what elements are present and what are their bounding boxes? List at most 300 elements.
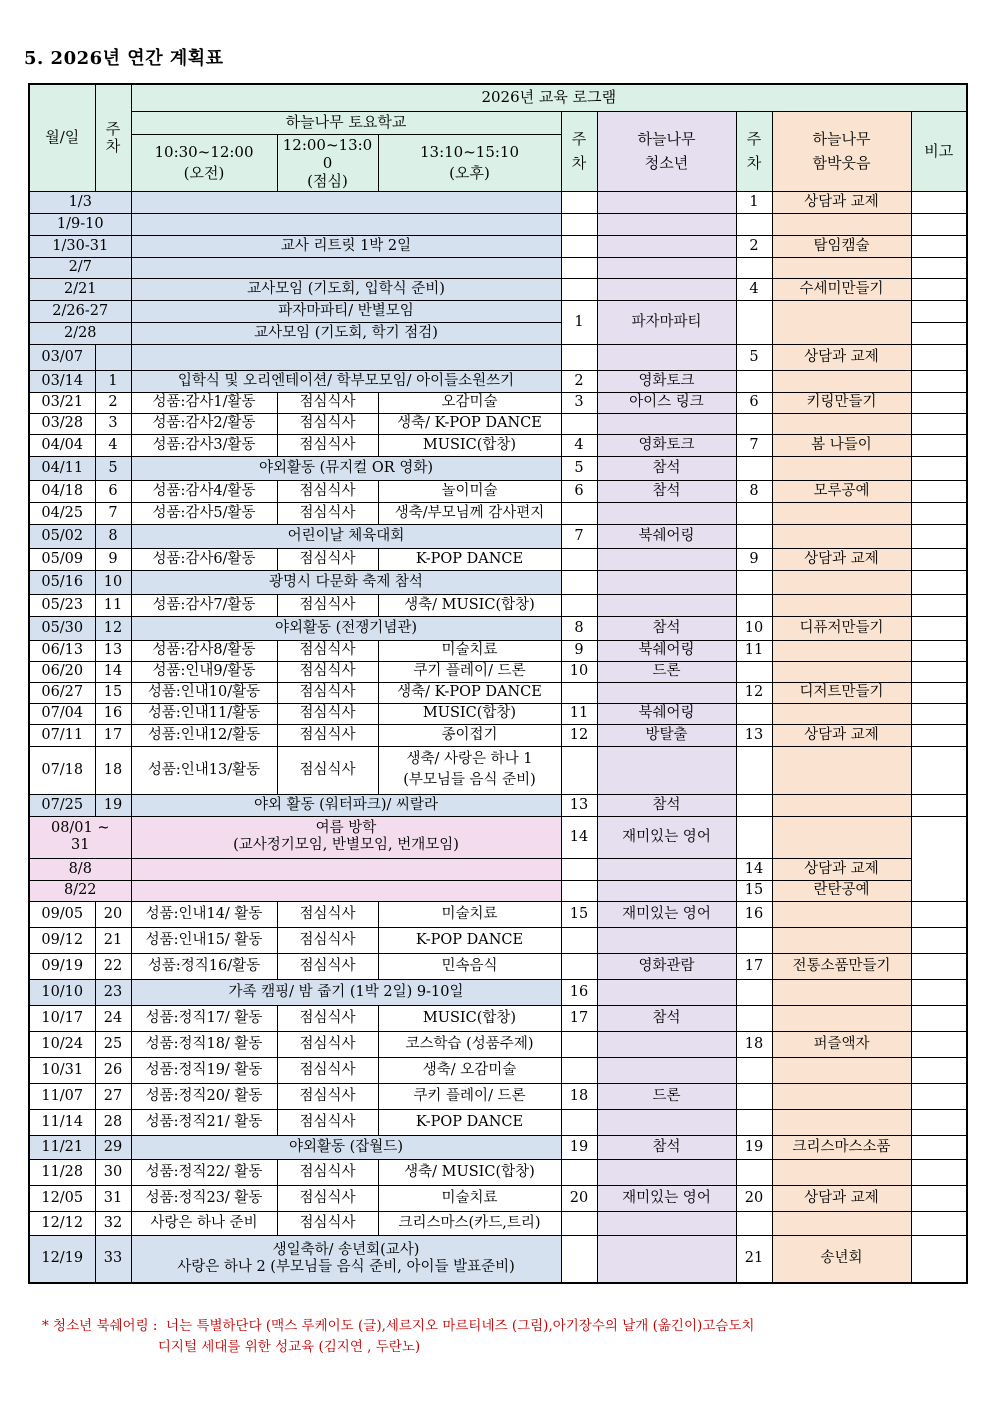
table-row: [29, 979, 967, 1005]
date-cell: 06/20: [29, 661, 95, 682]
note-cell: [911, 979, 967, 1005]
table-row: [29, 213, 967, 235]
afternoon-cell: 코스학습 (성품주제): [378, 1031, 561, 1057]
family-week-cell: 21: [736, 1235, 772, 1283]
note-cell: [911, 1185, 967, 1211]
note-cell: [911, 413, 967, 434]
lunch-cell: 점심식사: [277, 724, 378, 746]
lunch-cell: 점심식사: [277, 640, 378, 661]
youth-cell: 참석: [597, 1135, 736, 1159]
activity-cell: 성품:인내11/활동: [131, 703, 277, 724]
youth-week-cell: 12: [561, 724, 597, 746]
note-cell: [911, 1211, 967, 1235]
youth-cell: [597, 191, 736, 213]
week-cell: 6: [95, 480, 131, 502]
date-cell: 03/28: [29, 413, 95, 434]
note-cell: [911, 370, 967, 392]
date-cell: 10/17: [29, 1005, 95, 1031]
afternoon-cell: K-POP DANCE: [378, 927, 561, 953]
family-week-cell: [736, 1005, 772, 1031]
family-cell: [772, 901, 911, 927]
week-cell: 23: [95, 979, 131, 1005]
family-cell: 퍼즐액자: [772, 1031, 911, 1057]
family-week-cell: [736, 456, 772, 480]
youth-week-cell: [561, 594, 597, 616]
week-cell: 26: [95, 1057, 131, 1083]
youth-cell: [597, 235, 736, 257]
family-cell: 키링만들기: [772, 392, 911, 413]
youth-cell: [597, 278, 736, 300]
date-cell: 11/21: [29, 1135, 95, 1159]
annual-plan-table: [28, 83, 968, 1284]
family-cell: 란탄공예: [772, 880, 911, 901]
youth-cell: 참석: [597, 480, 736, 502]
header-family-week: 주 차: [736, 111, 772, 191]
week-cell: 4: [95, 434, 131, 456]
activity-cell: 성품:인내9/활동: [131, 661, 277, 682]
date-cell: 07/04: [29, 703, 95, 724]
table-row: [29, 703, 967, 724]
family-week-cell: 10: [736, 616, 772, 640]
table-row: [29, 794, 967, 816]
activity-cell: 성품:감사3/활동: [131, 434, 277, 456]
afternoon-cell: 생축/ K-POP DANCE: [378, 413, 561, 434]
week-cell: 30: [95, 1159, 131, 1185]
note-cell: [911, 1031, 967, 1057]
family-cell: [772, 1005, 911, 1031]
family-cell: 상담과 교제: [772, 344, 911, 370]
youth-week-cell: [561, 858, 597, 880]
youth-cell: 재미있는 영어: [597, 901, 736, 927]
table-row: [29, 661, 967, 682]
note-cell: [911, 1005, 967, 1031]
activity-cell: 성품:정직16/활동: [131, 953, 277, 979]
family-cell: [772, 502, 911, 524]
youth-week-cell: [561, 1057, 597, 1083]
family-cell: [772, 794, 911, 816]
afternoon-cell: 생축/부모님께 감사편지: [378, 502, 561, 524]
youth-cell: [597, 927, 736, 953]
youth-cell: [597, 257, 736, 278]
family-week-cell: 13: [736, 724, 772, 746]
afternoon-cell: 생축/ 사랑은 하나 1 (부모님들 음식 준비): [378, 746, 561, 794]
date-cell: 12/12: [29, 1211, 95, 1235]
lunch-cell: 점심식사: [277, 480, 378, 502]
youth-cell: [597, 1159, 736, 1185]
header-slot-morning: 10:30~12:00 (오전): [131, 134, 277, 191]
note-cell: [911, 661, 967, 682]
header-week-label: 주 차: [105, 119, 121, 155]
event-cell: 생일축하/ 송년회(교사) 사랑은 하나 2 (부모님들 음식 준비, 아이들 발표준비): [131, 1235, 561, 1283]
family-cell: 크리스마스소품: [772, 1135, 911, 1159]
family-cell: [772, 1109, 911, 1135]
event-cell: 입학식 및 오리엔테이션/ 학부모모임/ 아이들소원쓰기: [131, 370, 561, 392]
family-cell: 디퓨저만들기: [772, 616, 911, 640]
family-cell: 상담과 교제: [772, 191, 911, 213]
event-cell: 교사모임 (기도회, 입학식 준비): [131, 278, 561, 300]
family-cell: [772, 300, 911, 344]
family-cell: [772, 979, 911, 1005]
week-cell: 10: [95, 570, 131, 594]
date-cell: 06/27: [29, 682, 95, 703]
family-week-cell: 5: [736, 344, 772, 370]
family-week-cell: [736, 1083, 772, 1109]
youth-cell: 드론: [597, 661, 736, 682]
date-cell: 03/07: [29, 344, 95, 370]
family-cell: [772, 413, 911, 434]
family-week-cell: [736, 300, 772, 344]
lunch-cell: 점심식사: [277, 703, 378, 724]
family-week-cell: 18: [736, 1031, 772, 1057]
youth-week-cell: [561, 953, 597, 979]
family-week-cell: 2: [736, 235, 772, 257]
event-cell: 어린이날 체육대회: [131, 524, 561, 548]
header-slot-afternoon: 13:10~15:10 (오후): [378, 134, 561, 191]
afternoon-cell: 쿠키 플레이/ 드론: [378, 1083, 561, 1109]
activity-cell: 성품:인내15/ 활동: [131, 927, 277, 953]
family-cell: [772, 746, 911, 794]
note-cell: [911, 502, 967, 524]
table-row: [29, 953, 967, 979]
table-row: [29, 746, 967, 794]
date-cell: 09/12: [29, 927, 95, 953]
note-cell: [911, 794, 967, 816]
table-row: [29, 640, 967, 661]
activity-cell: 성품:감사1/활동: [131, 392, 277, 413]
week-cell: 5: [95, 456, 131, 480]
youth-cell: [597, 413, 736, 434]
afternoon-cell: K-POP DANCE: [378, 548, 561, 570]
youth-week-cell: [561, 1031, 597, 1057]
family-week-cell: [736, 1211, 772, 1235]
lunch-cell: 점심식사: [277, 1211, 378, 1235]
week-cell: 7: [95, 502, 131, 524]
week-cell: 11: [95, 594, 131, 616]
date-cell: 11/07: [29, 1083, 95, 1109]
footnote: * 청소년 북쉐어링 : 너는 특별하단다 (맥스 루케이도 (글),세르지오 마르티네즈 (그림),아기장수의 날개 (옮긴이)고슴도치 디지털 세대를 위한 성교육 (김지연 , 두란노): [42, 1318, 755, 1355]
family-week-cell: [736, 413, 772, 434]
youth-week-cell: 8: [561, 616, 597, 640]
youth-cell: 재미있는 영어: [597, 1185, 736, 1211]
date-cell: 10/10: [29, 979, 95, 1005]
family-cell: [772, 524, 911, 548]
youth-cell: 파자마파티: [597, 300, 736, 344]
youth-week-cell: 13: [561, 794, 597, 816]
family-week-cell: 8: [736, 480, 772, 502]
afternoon-cell: 쿠기 플레이/ 드론: [378, 661, 561, 682]
table-row: [29, 1211, 967, 1235]
note-cell: [911, 953, 967, 979]
table-row: [29, 570, 967, 594]
table-row: [29, 816, 967, 858]
family-week-cell: [736, 746, 772, 794]
date-cell: 04/18: [29, 480, 95, 502]
family-week-cell: [736, 794, 772, 816]
table-row: [29, 927, 967, 953]
family-cell: [772, 640, 911, 661]
youth-cell: 참석: [597, 1005, 736, 1031]
date-cell: 1/3: [29, 191, 131, 213]
family-cell: 봄 나들이: [772, 434, 911, 456]
youth-week-cell: [561, 682, 597, 703]
family-week-cell: [736, 570, 772, 594]
youth-week-cell: 7: [561, 524, 597, 548]
youth-week-cell: 19: [561, 1135, 597, 1159]
youth-cell: [597, 1235, 736, 1283]
youth-week-cell: 16: [561, 979, 597, 1005]
youth-week-cell: 10: [561, 661, 597, 682]
youth-week-cell: [561, 257, 597, 278]
date-cell: 12/05: [29, 1185, 95, 1211]
youth-cell: 영화토크: [597, 434, 736, 456]
date-cell: 11/28: [29, 1159, 95, 1185]
table-row: [29, 1109, 967, 1135]
header-slot-lunch: 12:00~13:0 0 (점심): [277, 134, 378, 191]
family-cell: [772, 257, 911, 278]
date-cell: 07/25: [29, 794, 95, 816]
note-cell: [911, 257, 967, 278]
family-cell: [772, 816, 911, 858]
week-cell: 24: [95, 1005, 131, 1031]
note-cell: [911, 235, 967, 257]
youth-week-cell: 14: [561, 816, 597, 858]
note-cell: [911, 434, 967, 456]
table-row: [29, 682, 967, 703]
lunch-cell: 점심식사: [277, 1057, 378, 1083]
lunch-cell: 점심식사: [277, 746, 378, 794]
date-cell: 05/23: [29, 594, 95, 616]
family-week-cell: 15: [736, 880, 772, 901]
note-cell: [911, 1235, 967, 1283]
page-title: 5. 2026년 연간 계획표: [24, 48, 224, 69]
activity-cell: 성품:정직17/ 활동: [131, 1005, 277, 1031]
week-cell: 2: [95, 392, 131, 413]
note-cell: [911, 594, 967, 616]
note-cell: [911, 524, 967, 548]
date-cell: 1/9-10: [29, 213, 131, 235]
date-cell: 03/14: [29, 370, 95, 392]
event-cell: 광명시 다문화 축제 참석: [131, 570, 561, 594]
note-cell: [911, 724, 967, 746]
note-cell: [911, 816, 967, 901]
table-row: [29, 1057, 967, 1083]
header-week: [95, 84, 131, 191]
afternoon-cell: 민속음식: [378, 953, 561, 979]
family-week-cell: [736, 816, 772, 858]
afternoon-cell: 미술치료: [378, 1185, 561, 1211]
table-row: [29, 344, 967, 370]
family-week-cell: [736, 661, 772, 682]
note-cell: [911, 300, 967, 322]
youth-cell: 참석: [597, 616, 736, 640]
table-row: [29, 413, 967, 434]
week-cell: [95, 344, 131, 370]
lunch-cell: 점심식사: [277, 1083, 378, 1109]
youth-cell: [597, 548, 736, 570]
youth-week-cell: 20: [561, 1185, 597, 1211]
week-cell: 20: [95, 901, 131, 927]
family-cell: 상담과 교제: [772, 858, 911, 880]
note-cell: [911, 480, 967, 502]
youth-week-cell: [561, 278, 597, 300]
event-cell: 야외 활동 (워터파크)/ 씨랄라: [131, 794, 561, 816]
week-cell: 27: [95, 1083, 131, 1109]
lunch-cell: 점심식사: [277, 661, 378, 682]
table-row: [29, 1159, 967, 1185]
date-cell: 07/18: [29, 746, 95, 794]
note-cell: [911, 640, 967, 661]
lunch-cell: 점심식사: [277, 392, 378, 413]
family-week-cell: 6: [736, 392, 772, 413]
date-cell: 2/26-27: [29, 300, 131, 322]
week-cell: 31: [95, 1185, 131, 1211]
activity-cell: 성품:감사6/활동: [131, 548, 277, 570]
date-cell: 2/7: [29, 257, 131, 278]
family-cell: [772, 1083, 911, 1109]
activity-cell: 성품:정직19/ 활동: [131, 1057, 277, 1083]
afternoon-cell: K-POP DANCE: [378, 1109, 561, 1135]
table-row: [29, 594, 967, 616]
date-cell: 04/11: [29, 456, 95, 480]
activity-cell: 성품:인내14/ 활동: [131, 901, 277, 927]
date-cell: 10/24: [29, 1031, 95, 1057]
date-cell: 2/28: [29, 322, 131, 344]
family-week-cell: [736, 1057, 772, 1083]
family-week-cell: [736, 1109, 772, 1135]
header-date: 월/일: [29, 84, 95, 191]
note-cell: [911, 746, 967, 794]
afternoon-cell: 놀이미술: [378, 480, 561, 502]
week-cell: 28: [95, 1109, 131, 1135]
youth-cell: [597, 213, 736, 235]
youth-cell: [597, 594, 736, 616]
youth-week-cell: [561, 570, 597, 594]
note-cell: [911, 213, 967, 235]
family-week-cell: [736, 703, 772, 724]
family-week-cell: 9: [736, 548, 772, 570]
activity-cell: 성품:정직20/ 활동: [131, 1083, 277, 1109]
event-cell: [131, 213, 561, 235]
activity-cell: 성품:인내13/활동: [131, 746, 277, 794]
date-cell: 03/21: [29, 392, 95, 413]
week-cell: 8: [95, 524, 131, 548]
family-cell: [772, 703, 911, 724]
youth-week-cell: 17: [561, 1005, 597, 1031]
youth-cell: 재미있는 영어: [597, 816, 736, 858]
note-cell: [911, 616, 967, 640]
week-cell: 19: [95, 794, 131, 816]
youth-week-cell: [561, 548, 597, 570]
note-cell: [911, 1109, 967, 1135]
family-week-cell: 4: [736, 278, 772, 300]
table-row: [29, 278, 967, 300]
youth-week-cell: [561, 1235, 597, 1283]
table-row: [29, 370, 967, 392]
family-week-cell: [736, 213, 772, 235]
lunch-cell: 점심식사: [277, 1005, 378, 1031]
activity-cell: 성품:감사2/활동: [131, 413, 277, 434]
note-cell: [911, 703, 967, 724]
date-cell: 1/30-31: [29, 235, 131, 257]
afternoon-cell: 생축/ K-POP DANCE: [378, 682, 561, 703]
lunch-cell: 점심식사: [277, 502, 378, 524]
youth-cell: [597, 858, 736, 880]
afternoon-cell: 생축/ 오감미술: [378, 1057, 561, 1083]
afternoon-cell: MUSIC(합창): [378, 434, 561, 456]
family-week-cell: 20: [736, 1185, 772, 1211]
event-cell: 교사모임 (기도회, 학기 점검): [131, 322, 561, 344]
lunch-cell: 점심식사: [277, 413, 378, 434]
youth-week-cell: 15: [561, 901, 597, 927]
afternoon-cell: 크리스마스(카드,트리): [378, 1211, 561, 1235]
date-cell: 08/01 ~ 31: [29, 816, 131, 858]
family-cell: 모루공예: [772, 480, 911, 502]
activity-cell: 성품:감사8/활동: [131, 640, 277, 661]
youth-week-cell: 9: [561, 640, 597, 661]
youth-week-cell: [561, 1211, 597, 1235]
youth-cell: 참석: [597, 794, 736, 816]
afternoon-cell: 오감미술: [378, 392, 561, 413]
family-cell: 탐임캠술: [772, 235, 911, 257]
family-week-cell: 14: [736, 858, 772, 880]
week-cell: 29: [95, 1135, 131, 1159]
family-week-cell: [736, 1159, 772, 1185]
youth-cell: 영화관람: [597, 953, 736, 979]
family-week-cell: 19: [736, 1135, 772, 1159]
family-week-cell: 17: [736, 953, 772, 979]
date-cell: 09/19: [29, 953, 95, 979]
week-cell: 16: [95, 703, 131, 724]
event-cell: 여름 방학 (교사정기모임, 반별모임, 번개모임): [131, 816, 561, 858]
youth-cell: [597, 502, 736, 524]
youth-week-cell: 18: [561, 1083, 597, 1109]
family-cell: [772, 570, 911, 594]
lunch-cell: 점심식사: [277, 434, 378, 456]
activity-cell: 성품:정직21/ 활동: [131, 1109, 277, 1135]
event-cell: 야외활동 (전쟁기념관): [131, 616, 561, 640]
date-cell: 10/31: [29, 1057, 95, 1083]
youth-week-cell: 2: [561, 370, 597, 392]
youth-week-cell: [561, 1109, 597, 1135]
header-program: 2026년 교육 로그램: [131, 84, 967, 111]
afternoon-cell: 종이접기: [378, 724, 561, 746]
week-cell: 1: [95, 370, 131, 392]
youth-cell: [597, 746, 736, 794]
youth-cell: 아이스 링크: [597, 392, 736, 413]
table-row: [29, 257, 967, 278]
youth-cell: [597, 570, 736, 594]
afternoon-cell: MUSIC(합창): [378, 1005, 561, 1031]
table-row: [29, 616, 967, 640]
youth-cell: [597, 880, 736, 901]
youth-week-cell: 11: [561, 703, 597, 724]
family-cell: 송년회: [772, 1235, 911, 1283]
family-cell: 수세미만들기: [772, 278, 911, 300]
youth-cell: [597, 979, 736, 1005]
date-cell: 2/21: [29, 278, 131, 300]
lunch-cell: 점심식사: [277, 594, 378, 616]
note-cell: [911, 322, 967, 344]
lunch-cell: 점심식사: [277, 901, 378, 927]
table-row: [29, 1005, 967, 1031]
family-cell: [772, 661, 911, 682]
note-cell: [911, 570, 967, 594]
date-cell: 05/02: [29, 524, 95, 548]
activity-cell: 성품:정직18/ 활동: [131, 1031, 277, 1057]
table-row: [29, 1235, 967, 1283]
note-cell: [911, 1083, 967, 1109]
event-cell: 파자마파티/ 반별모임: [131, 300, 561, 322]
